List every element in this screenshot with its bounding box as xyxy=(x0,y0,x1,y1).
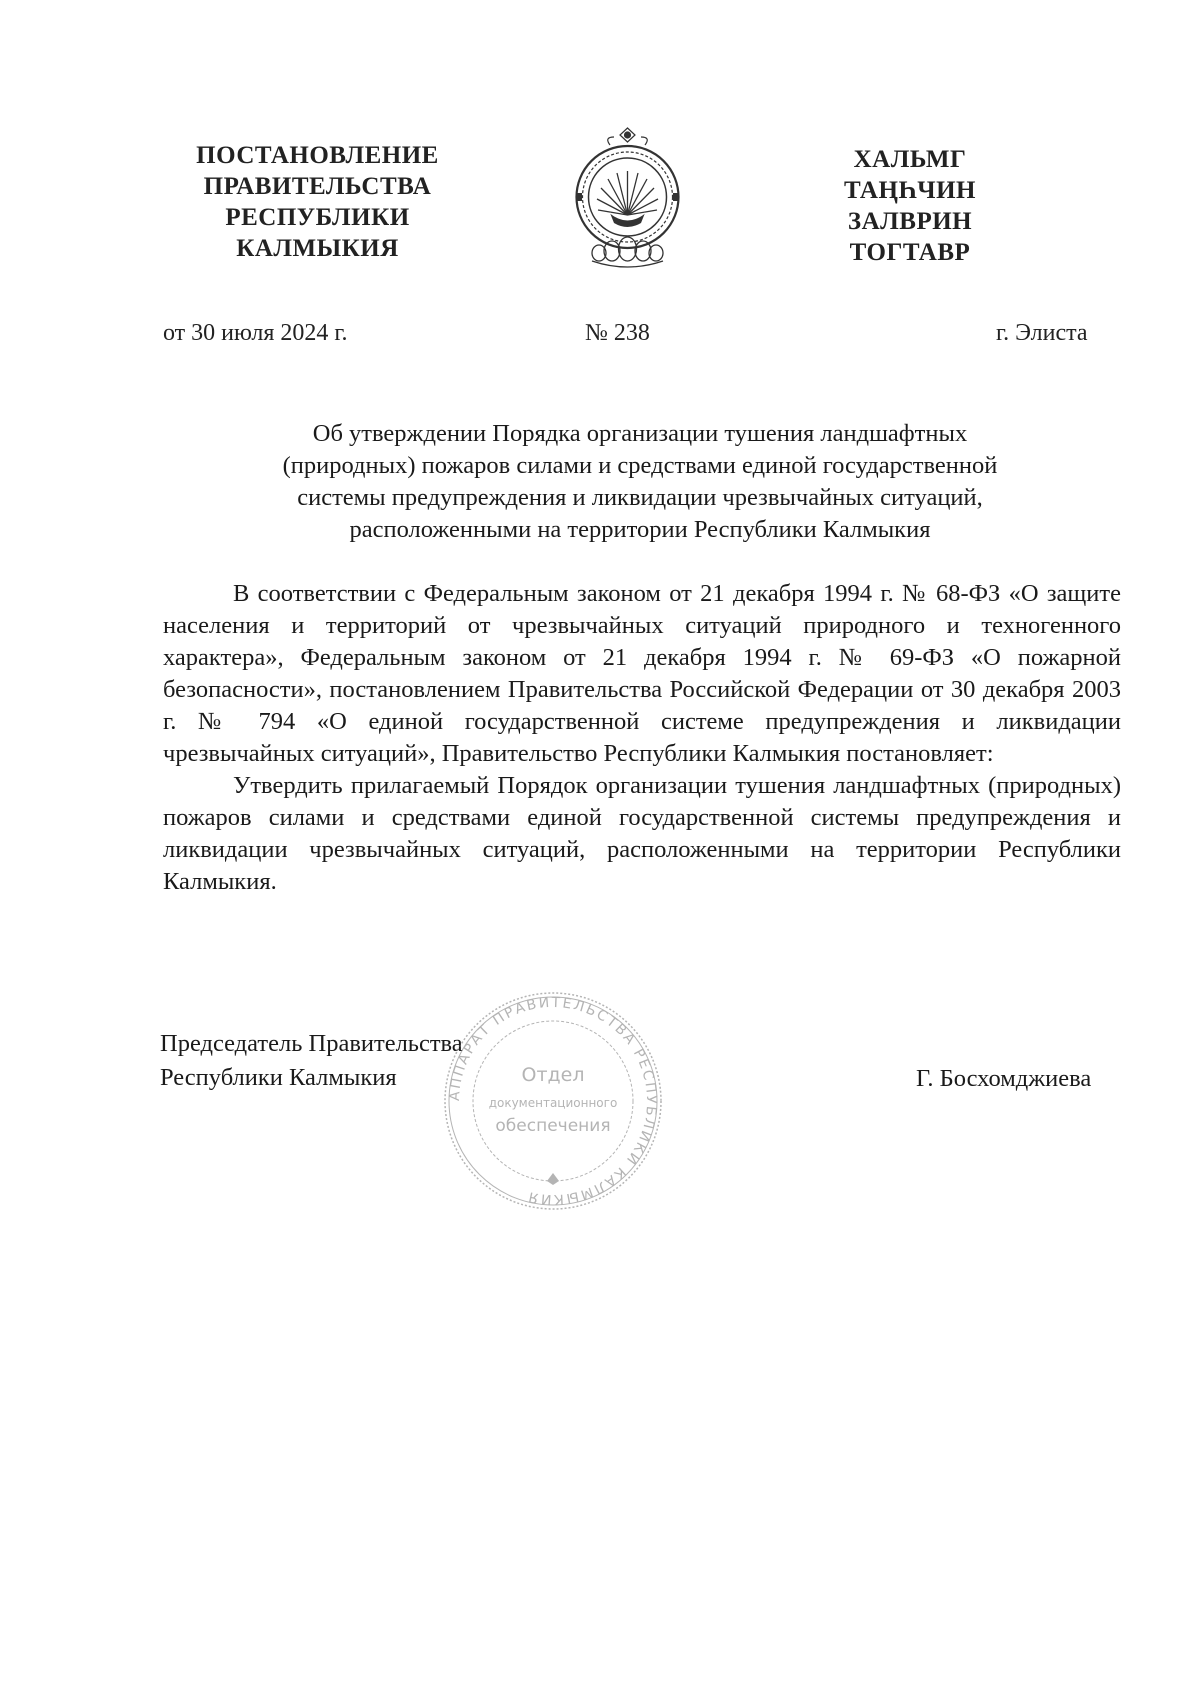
header-left-russian xyxy=(165,140,470,264)
body-paragraph: Утвердить прилагаемый Порядок организации тушения ландшафтных (природных) пожаров силами и средствами единой государственной системы предупреждения и ликвидации чрезвычайных ситуаций, расположенными на территории Республики Калмыкия. xyxy=(163,772,1121,895)
coat-of-arms-emblem xyxy=(570,127,685,277)
header-right-kalmyk xyxy=(825,144,995,268)
title-line: системы предупреждения и ликвидации чрезвычайных ситуаций, xyxy=(297,484,983,511)
stamp-center-line: Отдел xyxy=(521,1064,585,1086)
header-right-line: ХАЛЬМГ xyxy=(853,146,967,173)
header-right-line: ЗАЛВРИН xyxy=(847,208,973,235)
official-stamp xyxy=(437,985,669,1217)
title-line: Об утверждении Порядка организации тушения ландшафтных xyxy=(312,420,968,447)
stamp-center-line: документационного xyxy=(488,1096,618,1110)
header-left-line: ПРАВИТЕЛЬСТВА xyxy=(203,173,432,200)
body-paragraph: В соответствии с Федеральным законом от 21 декабря 1994 г. № 68-ФЗ «О защите населения и территорий от чрезвычайных ситуаций природного и техногенного характера», Федеральным законом от 21 декабря 1994 г. № 69-ФЗ «О пожарной безопасности», постановлением Правительства Российской Федерации от 30 декабря 2003 г. № 794 «О единой государственной системе предупреждения и ликвидации чрезвычайных ситуаций», Правительство Республики Калмыкия постановляет: xyxy=(163,580,1121,767)
header-right-line: ТОГТАВР xyxy=(849,239,971,266)
header-left-line: РЕСПУБЛИКИ xyxy=(225,204,410,231)
title-line: (природных) пожаров силами и средствами единой государственной xyxy=(282,452,998,479)
header-left-line: ПОСТАНОВЛЕНИЕ xyxy=(196,142,439,169)
stamp-ring-text: АППАРАТ ПРАВИТЕЛЬСТВА РЕСПУБЛИКИ КАЛМЫКИЯ xyxy=(446,994,660,1208)
title-line: расположенными на территории Республики Калмыкия xyxy=(349,516,931,543)
document-date: от 30 июля 2024 г. xyxy=(163,320,348,346)
document-city: г. Элиста xyxy=(996,320,1088,346)
signatory-position-line: Председатель Правительства xyxy=(160,1030,463,1057)
signatory-position xyxy=(160,1027,463,1095)
document-title xyxy=(160,418,1120,546)
header-left-line: КАЛМЫКИЯ xyxy=(236,235,399,262)
signatory-name: Г. Босхомджиева xyxy=(916,1065,1092,1092)
document-body xyxy=(163,578,1121,898)
header-right-line: ТАҢҺЧИН xyxy=(843,177,976,204)
stamp-center-line: обеспечения xyxy=(495,1116,611,1136)
document-number: № 238 xyxy=(585,320,650,346)
signatory-position-line: Республики Калмыкия xyxy=(160,1064,397,1091)
